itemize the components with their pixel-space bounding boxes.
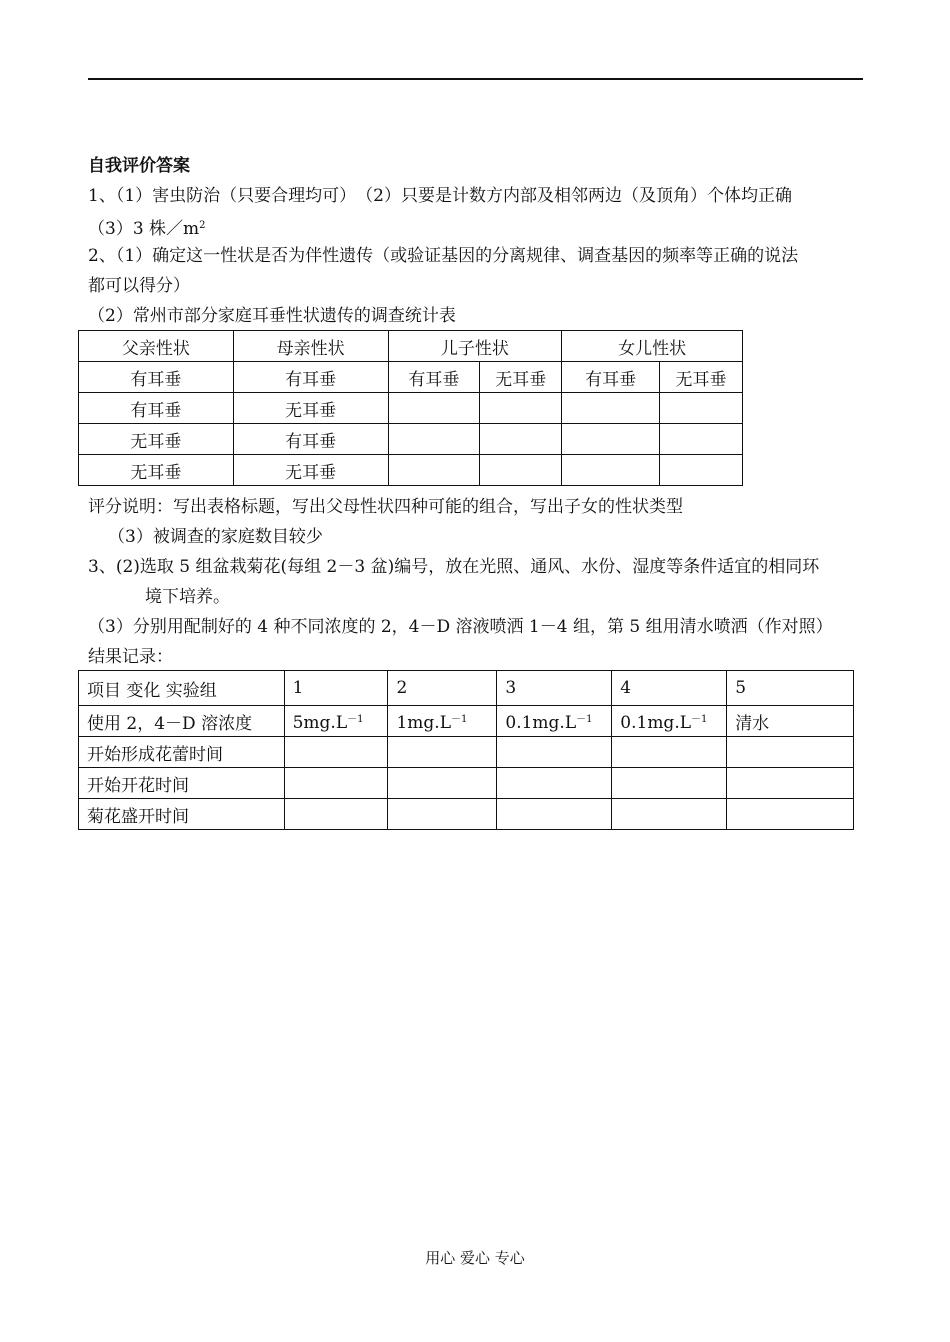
table-cell — [660, 424, 743, 455]
table-cell — [388, 393, 480, 424]
table-row — [79, 799, 854, 830]
answer-heading: 自我评价答案 — [88, 156, 190, 176]
table-cell — [660, 393, 743, 424]
table-cell: 1 — [284, 671, 388, 706]
table-cell: 有耳垂 — [233, 362, 388, 393]
table-cell — [612, 799, 727, 830]
answer-2-line-2: 都可以得分） — [88, 276, 190, 296]
answer-1-line-1: 1、（1）害虫防治（只要合理均可） （2）只要是计数方内部及相邻两边（及顶角）个体均正确 — [88, 186, 792, 206]
table-cell: 开始开花时间 — [79, 768, 285, 799]
table-cell: 无耳垂 — [233, 455, 388, 486]
answer-2-part-3: （3）被调查的家庭数目较少 — [108, 527, 323, 547]
header-father: 父亲性状 — [79, 331, 234, 362]
table-cell — [562, 424, 660, 455]
answer-3-line-3: （3）分别用配制好的 4 种不同浓度的 2，4－D 溶液喷洒 1－4 组，第 5 组用清水喷洒（作对照） — [88, 617, 833, 637]
results-table — [78, 670, 854, 830]
table-row — [79, 455, 743, 486]
table-cell: 无耳垂 — [480, 362, 562, 393]
table-cell: 使用 2，4－D 溶浓度 — [79, 706, 285, 737]
table-cell — [388, 424, 480, 455]
table-1-caption: （2）常州市部分家庭耳垂性状遗传的调查统计表 — [88, 306, 456, 326]
table-row — [79, 424, 743, 455]
results-label: 结果记录： — [88, 647, 173, 667]
table-cell: 有耳垂 — [562, 362, 660, 393]
answer-1-line-2: （3）3 株$/m^2$ — [88, 219, 206, 239]
table-cell — [388, 768, 497, 799]
table-row — [79, 331, 743, 362]
header-mother: 母亲性状 — [233, 331, 388, 362]
table-row — [79, 362, 743, 393]
answer-3-line-1: 3、(2)选取 5 组盆栽菊花(每组 2－3 盆)编号，放在光照、通风、水份、湿度等条件适宜的相同环 — [88, 557, 820, 577]
table-cell — [727, 737, 854, 768]
table-cell: 无耳垂 — [233, 393, 388, 424]
table-cell — [497, 768, 612, 799]
table-row — [79, 737, 854, 768]
table-cell — [612, 768, 727, 799]
table-cell: 3 — [497, 671, 612, 706]
answer-2-line-1: 2、（1）确定这一性状是否为伴性遗传（或验证基因的分离规律、调查基因的频率等正确的说法 — [88, 246, 799, 266]
table-cell: 无耳垂 — [79, 424, 234, 455]
table-cell — [612, 737, 727, 768]
table-cell: 无耳垂 — [79, 455, 234, 486]
table-cell — [660, 455, 743, 486]
table-cell — [480, 424, 562, 455]
table-cell: 有耳垂 — [79, 362, 234, 393]
table-cell — [284, 737, 388, 768]
table-row — [79, 393, 743, 424]
table-cell: $0.1mg.L^{-1}$ — [612, 706, 727, 737]
table-cell — [497, 799, 612, 830]
table-cell — [284, 799, 388, 830]
header-son: 儿子性状 — [388, 331, 562, 362]
table-cell — [562, 393, 660, 424]
table-cell: 菊花盛开时间 — [79, 799, 285, 830]
table-cell: $1mg.L^{-1}$ — [388, 706, 497, 737]
table-row — [79, 768, 854, 799]
table-row — [79, 671, 854, 706]
answer-3-line-2: 境下培养。 — [145, 587, 230, 607]
grading-note: 评分说明：写出表格标题，写出父母性状四种可能的组合，写出子女的性状类型 — [88, 497, 683, 517]
table-cell — [388, 799, 497, 830]
table-cell: 项目 变化 实验组 — [79, 671, 285, 706]
table-cell: 2 — [388, 671, 497, 706]
table-cell: 有耳垂 — [79, 393, 234, 424]
table-cell — [388, 737, 497, 768]
table-cell — [480, 393, 562, 424]
table-cell — [388, 455, 480, 486]
table-cell — [284, 768, 388, 799]
table-cell: 开始形成花蕾时间 — [79, 737, 285, 768]
table-cell — [727, 799, 854, 830]
top-rule — [88, 78, 863, 80]
header-daughter: 女儿性状 — [562, 331, 743, 362]
table-cell — [562, 455, 660, 486]
table-row — [79, 706, 854, 737]
table-cell: $5mg.L^{-1}$ — [284, 706, 388, 737]
earlobe-survey-table — [78, 330, 743, 486]
table-cell — [497, 737, 612, 768]
table-cell: 有耳垂 — [233, 424, 388, 455]
table-cell: $0.1mg.L^{-1}$ — [497, 706, 612, 737]
table-cell: 4 — [612, 671, 727, 706]
table-cell: 无耳垂 — [660, 362, 743, 393]
table-cell: 清水 — [727, 706, 854, 737]
table-cell: 有耳垂 — [388, 362, 480, 393]
table-cell — [480, 455, 562, 486]
page-footer: 用心 爱心 专心 — [425, 1249, 525, 1267]
table-cell — [727, 768, 854, 799]
table-cell: 5 — [727, 671, 854, 706]
